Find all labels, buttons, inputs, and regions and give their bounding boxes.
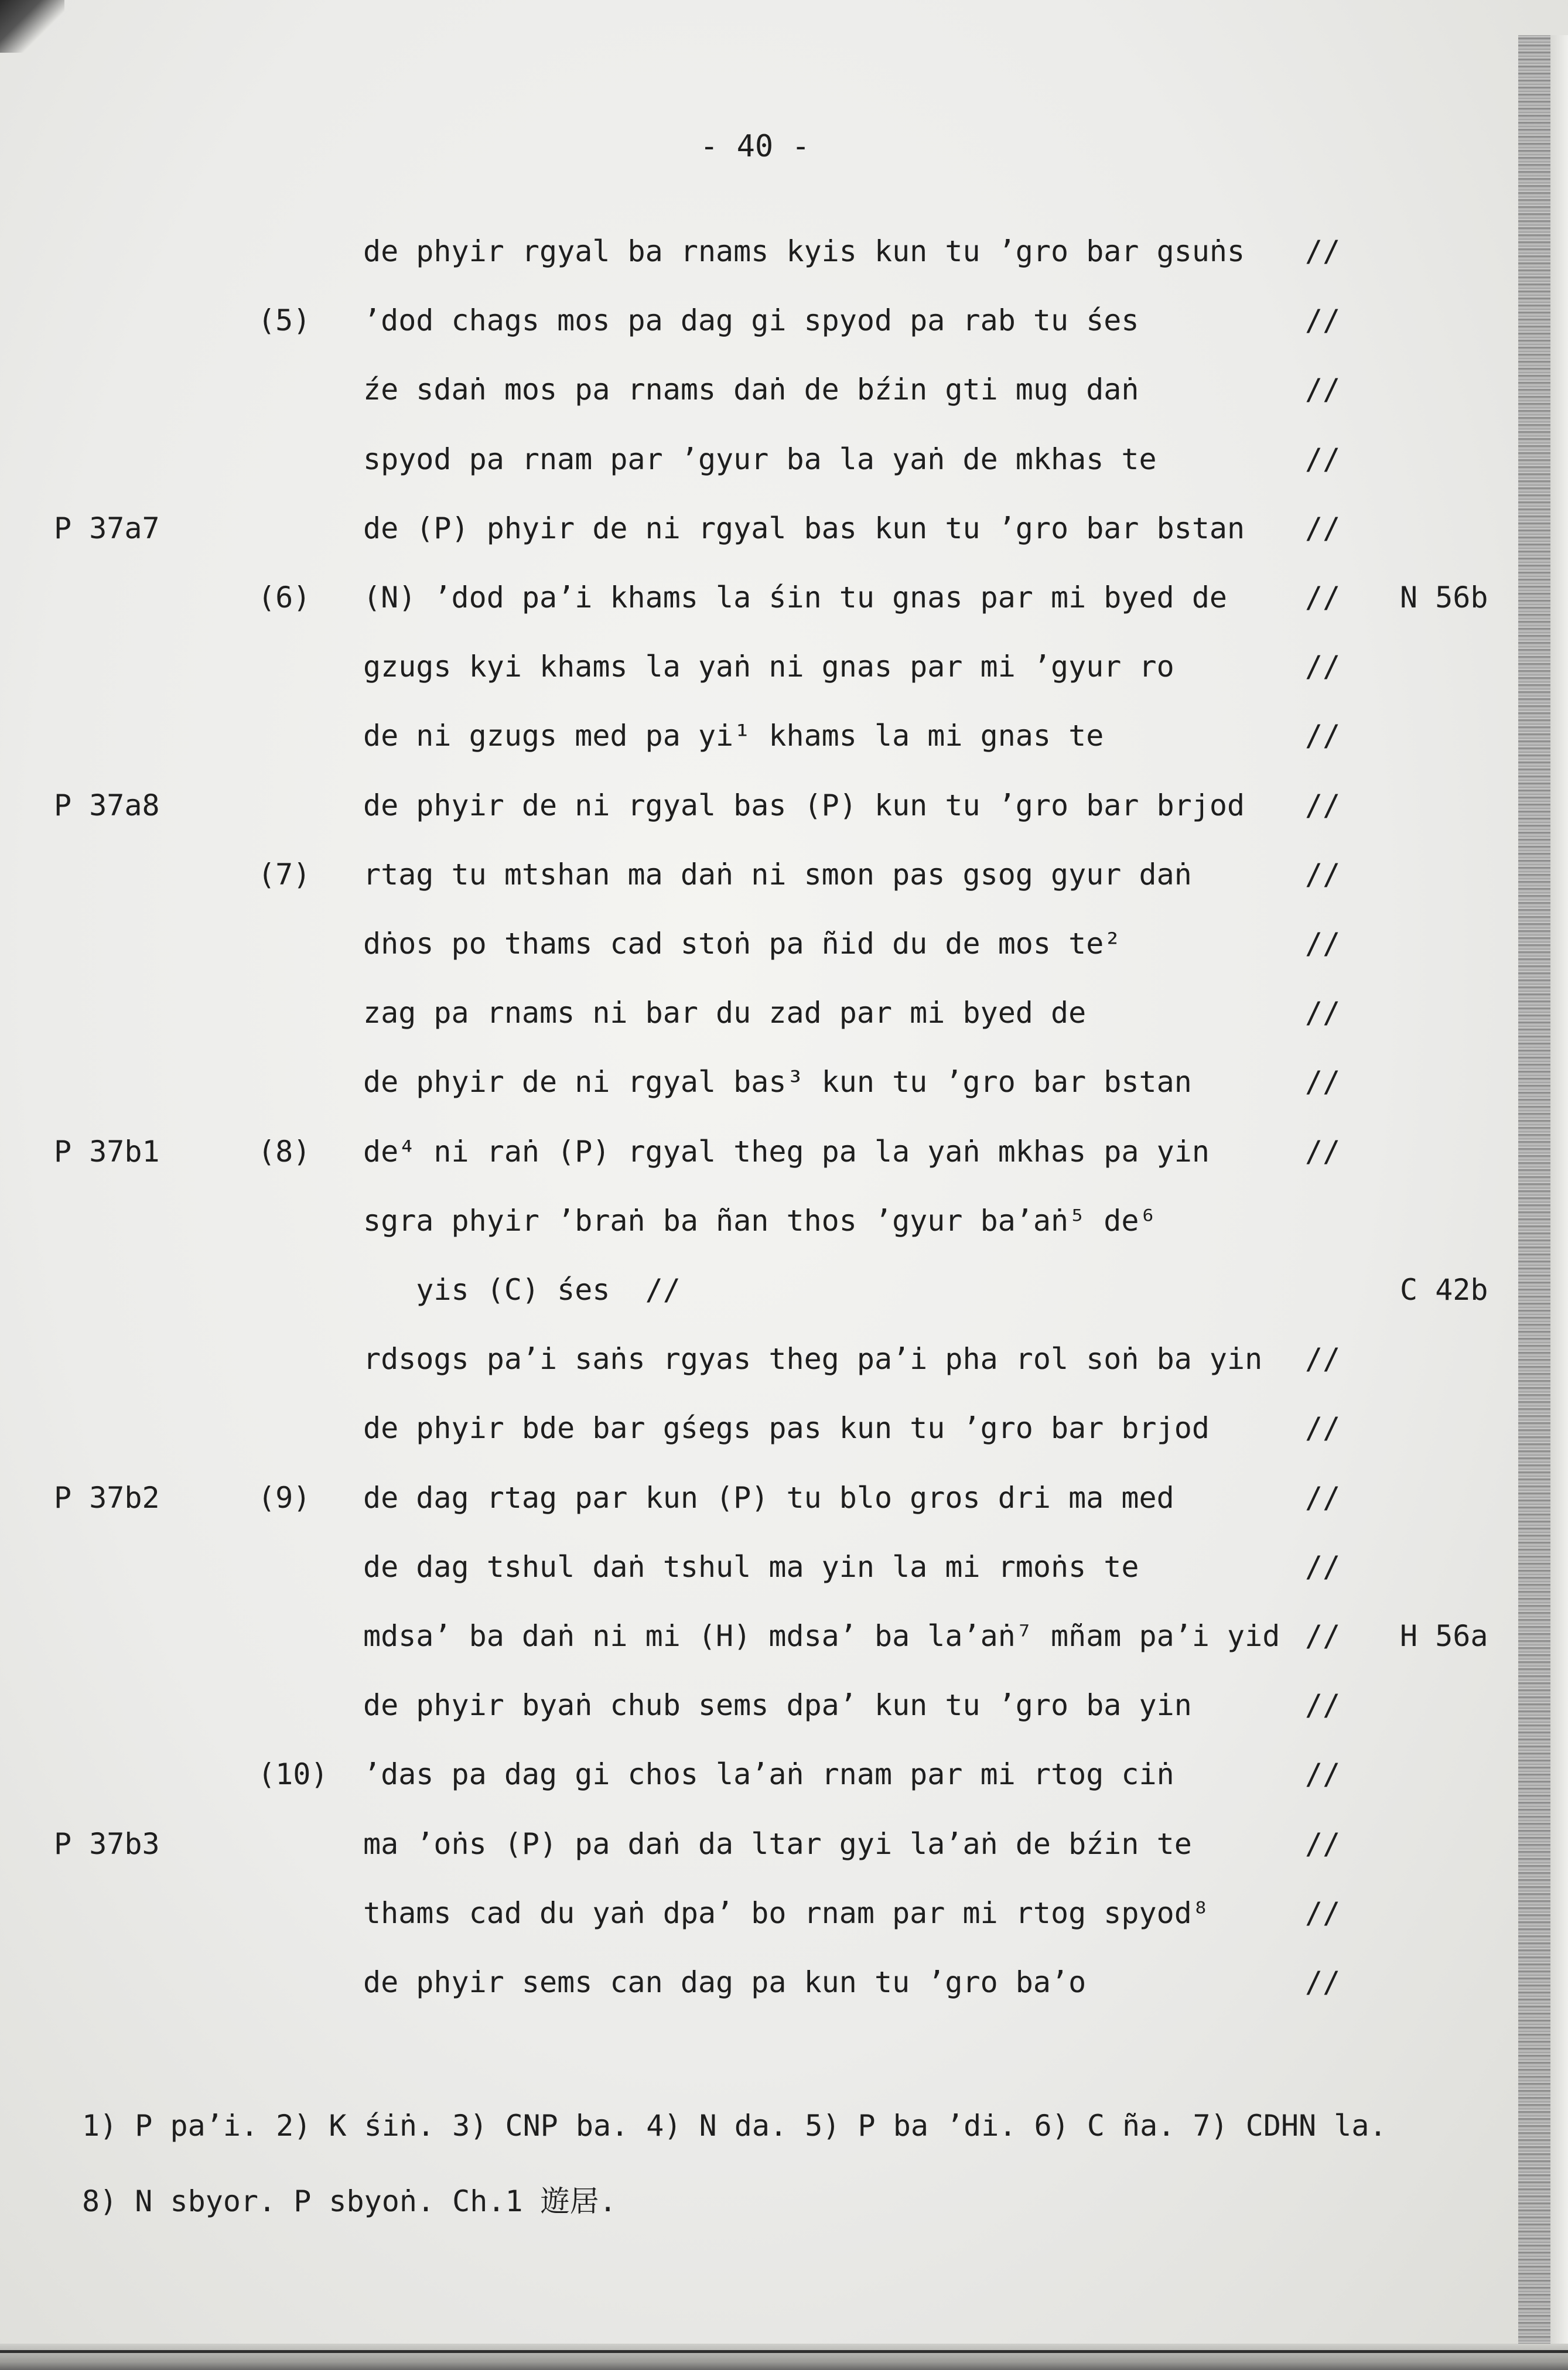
verse-text: spyod pa rnam par ’gyur ba la yaṅ de mkhas te: [363, 442, 1157, 476]
left-margin-reference: P 37b3: [54, 1827, 160, 1861]
verse-end-mark: //: [1305, 580, 1341, 614]
verse-end-mark: //: [1305, 1135, 1341, 1169]
verse-end-mark: //: [1305, 1550, 1341, 1584]
verse-end-mark: //: [1305, 234, 1341, 268]
verse-text: ma ’oṅs (P) pa daṅ da ltar gyi la’aṅ de bźin te: [363, 1827, 1192, 1861]
verse-text: zag pa rnams ni bar du zad par mi byed de: [363, 996, 1087, 1030]
verse-text: de dag tshul daṅ tshul ma yin la mi rmoṅs te: [363, 1550, 1139, 1584]
footnote-line-2: 8) N sbyor. P sbyoṅ. Ch.1 遊居.: [82, 2184, 617, 2218]
verse-end-mark: //: [1305, 303, 1341, 337]
scan-right-margin: [1550, 35, 1568, 2366]
verse-end-mark: //: [1305, 719, 1341, 753]
verse-end-mark: //: [1305, 858, 1341, 892]
verse-text: de phyir byaṅ chub sems dpa’ kun tu ’gro ba yin: [363, 1688, 1192, 1722]
verse-text: ’dod chags mos pa dag gi spyod pa rab tu śes: [363, 303, 1139, 337]
scan-corner-shadow: [0, 0, 64, 53]
verse-end-mark: //: [1305, 1619, 1341, 1653]
page-number: - 40 -: [700, 129, 810, 164]
verse-end-mark: //: [1305, 442, 1341, 476]
verse-number: (5): [258, 303, 311, 337]
left-margin-reference: P 37b2: [54, 1481, 160, 1515]
verse-end-mark: //: [1305, 1065, 1341, 1099]
verse-end-mark: //: [1305, 1896, 1341, 1930]
verse-end-mark: //: [1305, 927, 1341, 961]
right-margin-reference: N 56b: [1400, 580, 1488, 614]
verse-end-mark: //: [1305, 650, 1341, 684]
verse-end-mark: //: [1305, 373, 1341, 407]
scan-bottom-rule: [0, 2350, 1568, 2353]
verse-end-mark: //: [1305, 788, 1341, 822]
scan-right-edge: [1518, 35, 1550, 2366]
verse-text: de ni gzugs med pa yi¹ khams la mi gnas te: [363, 719, 1104, 753]
verse-end-mark: //: [1305, 1965, 1341, 1999]
footnote-line-1: 1) P pa’i. 2) K śiṅ. 3) CNP ba. 4) N da. 5) P ba ’di. 6) C ña. 7) CDHN la.: [82, 2109, 1387, 2143]
verse-text: źe sdaṅ mos pa rnams daṅ de bźin gti mug daṅ: [363, 373, 1139, 407]
verse-end-mark: //: [1305, 1342, 1341, 1376]
verse-text: de phyir rgyal ba rnams kyis kun tu ’gro bar gsuṅs: [363, 234, 1245, 268]
verse-text: gzugs kyi khams la yaṅ ni gnas par mi ’gyur ro: [363, 650, 1174, 684]
verse-text: dṅos po thams cad stoṅ pa ñid du de mos te²: [363, 927, 1122, 961]
verse-text: yis (C) śes //: [363, 1273, 681, 1307]
verse-text: rtag tu mtshan ma daṅ ni smon pas gsog gyur daṅ: [363, 858, 1192, 892]
verse-end-mark: //: [1305, 1688, 1341, 1722]
verse-end-mark: //: [1305, 1481, 1341, 1515]
verse-text: de⁴ ni raṅ (P) rgyal theg pa la yaṅ mkhas pa yin: [363, 1135, 1210, 1169]
verse-text: ’das pa dag gi chos la’aṅ rnam par mi rtog ciṅ: [363, 1757, 1174, 1791]
verse-end-mark: //: [1305, 996, 1341, 1030]
left-margin-reference: P 37a8: [54, 788, 160, 822]
right-margin-reference: H 56a: [1400, 1619, 1488, 1653]
verse-text: de phyir de ni rgyal bas³ kun tu ’gro bar bstan: [363, 1065, 1192, 1099]
verse-end-mark: //: [1305, 1411, 1341, 1445]
scan-bottom-edge: [0, 2344, 1568, 2370]
verse-text: de phyir de ni rgyal bas (P) kun tu ’gro bar brjod: [363, 788, 1245, 822]
verse-text: de dag rtag par kun (P) tu blo gros dri ma med: [363, 1481, 1174, 1515]
verse-text: rdsogs pa’i saṅs rgyas theg pa’i pha rol soṅ ba yin: [363, 1342, 1263, 1376]
verse-text: de phyir bde bar gśegs pas kun tu ’gro bar brjod: [363, 1411, 1210, 1445]
verse-text: sgra phyir ’braṅ ba ñan thos ’gyur ba’aṅ⁵ de⁶: [363, 1204, 1157, 1238]
verse-end-mark: //: [1305, 1757, 1341, 1791]
verse-number: (10): [258, 1757, 329, 1791]
verse-text: de (P) phyir de ni rgyal bas kun tu ’gro bar bstan: [363, 511, 1245, 545]
left-margin-reference: P 37a7: [54, 511, 160, 545]
verse-text: thams cad du yaṅ dpa’ bo rnam par mi rtog spyod⁸: [363, 1896, 1210, 1930]
verse-number: (7): [258, 858, 311, 892]
left-margin-reference: P 37b1: [54, 1135, 160, 1169]
verse-text: (N) ’dod pa’i khams la śin tu gnas par mi byed de: [363, 580, 1228, 614]
verse-number: (6): [258, 580, 311, 614]
verse-number: (9): [258, 1481, 311, 1515]
verse-end-mark: //: [1305, 1827, 1341, 1861]
verse-text: mdsa’ ba daṅ ni mi (H) mdsa’ ba la’aṅ⁷ mñam pa’i yid: [363, 1619, 1280, 1653]
verse-end-mark: //: [1305, 511, 1341, 545]
verse-number: (8): [258, 1135, 311, 1169]
verse-text: de phyir sems can dag pa kun tu ’gro ba’o: [363, 1965, 1087, 1999]
right-margin-reference: C 42b: [1400, 1273, 1488, 1307]
